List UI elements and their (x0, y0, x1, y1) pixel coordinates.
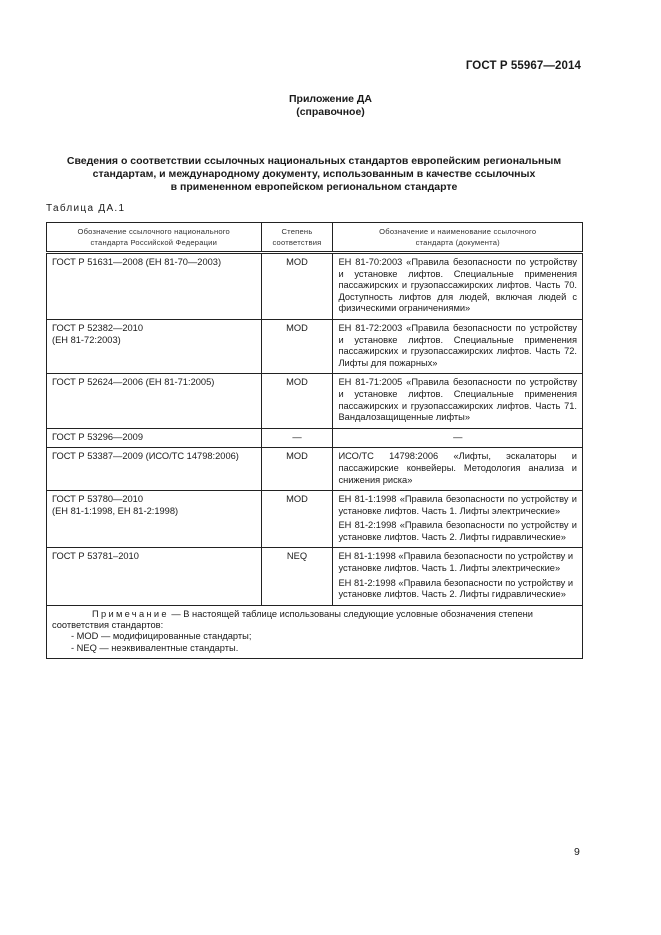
reference-cell (333, 548, 583, 605)
reference-text: ЕН 81-2:1998 «Правила безопасности по устройству и установке лифтов. Часть 2. Лифты гидравлические» (338, 520, 577, 542)
reference-cell (333, 448, 583, 491)
note-label: Примечание (92, 608, 169, 619)
note-item-neq: - NEQ — неэквивалентные стандарты. (71, 642, 239, 653)
reference-cell (333, 253, 583, 320)
table-caption: Таблица ДА.1 (46, 203, 126, 214)
table-row (47, 253, 583, 320)
column-header-degree: Степень соответствия (261, 223, 333, 253)
heading-line: Сведения о соответствии ссылочных национальных стандартов европейским региональным (66, 155, 562, 167)
national-standard-cell: ГОСТ Р 51631—2008 (ЕН 81-70—2003) (47, 253, 262, 320)
degree-cell: MOD (261, 253, 333, 320)
table-row (47, 428, 583, 448)
reference-cell (333, 319, 583, 373)
column-header-reference: Обозначение и наименование ссылочного стандарта (документа) (333, 223, 583, 253)
page-number: 9 (574, 846, 580, 858)
national-standard-cell: ГОСТ Р 52624—2006 (ЕН 81-71:2005) (47, 374, 262, 428)
degree-cell: MOD (261, 448, 333, 491)
document-code: ГОСТ Р 55967—2014 (465, 60, 581, 72)
degree-cell: MOD (261, 491, 333, 548)
note-item-mod: - MOD — модифицированные стандарты; (71, 631, 252, 642)
heading-line: стандартам, и международному документу, использованным в качестве ссылочных (92, 168, 536, 180)
reference-text: ЕН 81-1:1998 «Правила безопасности по устройству и установке лифтов. Часть 1. Лифты электрические» (338, 494, 577, 516)
table-note (47, 605, 583, 658)
national-standard-line: (ЕН 81-1:1998, ЕН 81-2:1998) (52, 505, 179, 516)
note-intro (52, 609, 577, 632)
national-standard-cell (47, 491, 262, 548)
appendix-subtitle: (справочное) (296, 106, 365, 118)
national-standard-line: ГОСТ Р 53780—2010 (52, 494, 144, 505)
national-standard-line: (ЕН 81-72:2003) (52, 334, 121, 345)
degree-cell: — (261, 428, 333, 448)
table-note-row (47, 605, 583, 658)
reference-text: ИСО/ТС 14798:2006 «Лифты, эскалаторы и пассажирские конвейеры. Методология анализа и снижения риска» (338, 451, 577, 485)
reference-cell (333, 374, 583, 428)
reference-cell (333, 491, 583, 548)
table-row (47, 491, 583, 548)
table-row (47, 548, 583, 605)
degree-cell: MOD (261, 319, 333, 373)
reference-text: ЕН 81-2:1998 «Правила безопасности по устройству и установке лифтов. Часть 2. Лифты гидравлические» (338, 577, 574, 600)
appendix-heading (0, 93, 661, 119)
degree-cell: NEQ (261, 548, 333, 605)
note-text: — В настоящей таблице использованы следующие условные обозначения степени соответствия стандартов: (52, 608, 533, 631)
reference-text: ЕН 81-70:2003 «Правила безопасности по устройству и установке лифтов. Специальные применения пассажирских и грузопассажирских лифтов. Часть 70. Доступность лифтов для людей, включая людей с физическими ограничениями» (338, 257, 577, 314)
table-row (47, 448, 583, 491)
reference-text: ЕН 81-1:1998 «Правила безопасности по устройству и установке лифтов. Часть 1. Лифты электрические» (338, 551, 574, 574)
correspondence-table (46, 222, 583, 659)
appendix-title: Приложение ДА (289, 93, 372, 105)
table-header-row (47, 223, 583, 253)
reference-text: ЕН 81-71:2005 «Правила безопасности по устройству и установке лифтов. Специальные применения пассажирских и грузопассажирских лифтов. Часть 71. Вандалозащищенные лифты» (338, 377, 577, 423)
national-standard-cell: ГОСТ Р 53387—2009 (ИСО/ТС 14798:2006) (47, 448, 262, 491)
national-standard-cell: ГОСТ Р 53296—2009 (47, 428, 262, 448)
reference-text: ЕН 81-72:2003 «Правила безопасности по устройству и установке лифтов. Специальные применения пассажирских и грузопассажирских лифтов. Часть 72. Лифты для пожарных» (338, 322, 577, 368)
table-row (47, 319, 583, 373)
degree-cell: MOD (261, 374, 333, 428)
heading-line: в примененном европейском региональном стандарте (170, 181, 458, 193)
national-standard-line: ГОСТ Р 52382—2010 (52, 322, 144, 333)
column-header-national: Обозначение ссылочного национального стандарта Российской Федерации (47, 223, 262, 253)
national-standard-cell (47, 319, 262, 373)
section-heading (46, 155, 582, 194)
table-row (47, 374, 583, 428)
national-standard-cell: ГОСТ Р 53781–2010 (47, 548, 262, 605)
reference-cell: — (333, 428, 583, 448)
